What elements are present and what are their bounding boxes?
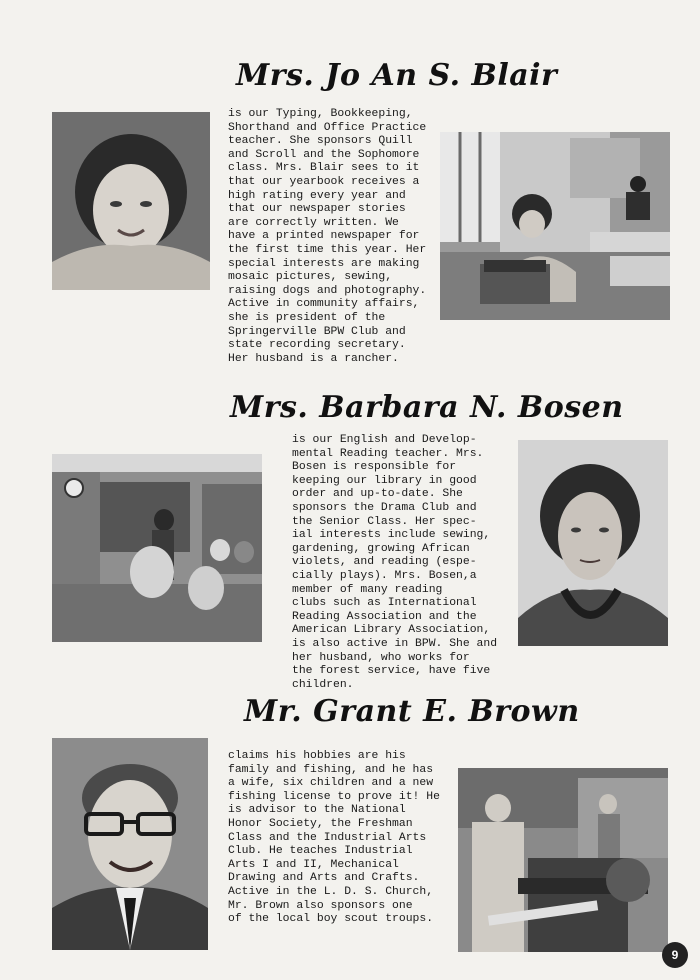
classroom-photo-bosen (52, 454, 262, 642)
workshop-photo-brown (458, 768, 668, 952)
teacher-name-brown: Mr. Grant E. Brown (244, 694, 580, 729)
portrait-photo-blair (52, 112, 210, 290)
classroom-photo-blair (440, 132, 670, 320)
teacher-name-bosen: Mrs. Barbara N. Bosen (230, 390, 624, 425)
teacher-bio-brown: claims his hobbies are his family and fishing, and he has a wife, six children and a new fishing license to prove it! He is advisor to the National Honor Society, the Freshman Class and the Industrial Arts Club. He teaches Industrial Arts I and II, Mechanical Drawing and Arts and Crafts. Active in the L. D. S. Church, Mr. Brown also sponsors one of the local boy scout troups. (228, 750, 440, 926)
portrait-photo-brown (52, 738, 208, 950)
portrait-photo-bosen (518, 440, 668, 646)
page-number: 9 (662, 942, 688, 968)
teacher-bio-blair: is our Typing, Bookkeeping, Shorthand and Office Practice teacher. She sponsors Quill and Scroll and the Sophomore class. Mrs. Blair sees to it that our yearbook receives a high rating every year and that our newspaper stories are correctly written. We have a printed newspaper for the first time this year. Her special interests are making mosaic pictures, sewing, raising dogs and photography. Active in community affairs, she is president of the Springerville BPW Club and state recording secretary. Her husband is a rancher. (228, 108, 427, 365)
teacher-bio-bosen: is our English and Develop- mental Reading teacher. Mrs. Bosen is responsible for keeping our library in good order and up-to-date. She sponsors the Drama Club and the Senior Class. Her spec- ial interests include sewing, gardening, growing African violets, and reading (espe- cially plays). Mrs. Bosen,a member of many reading clubs such as International Reading Association and the American Library Association, is also active in BPW. She and her husband, who works for the forest service, have five children. (292, 434, 498, 691)
teacher-name-blair: Mrs. Jo An S. Blair (236, 58, 558, 93)
